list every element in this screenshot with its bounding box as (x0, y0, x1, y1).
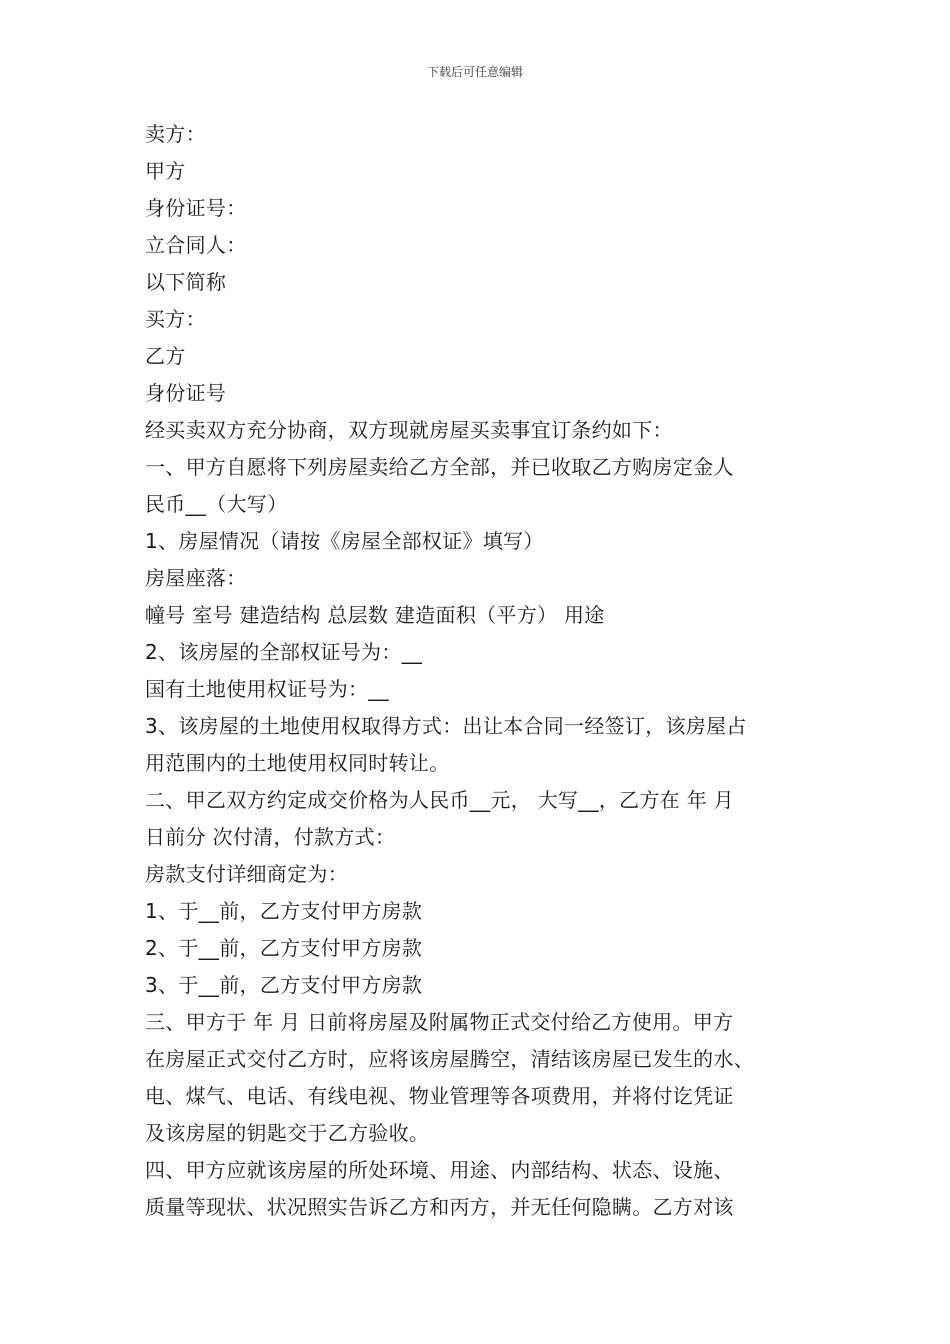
contract-body (145, 116, 825, 1226)
text-line: 2、该房屋的全部权证号为：__ (145, 640, 423, 664)
text-line: 1、房屋情况（请按《房屋全部权证》填写） (145, 529, 544, 553)
text-line: 房款支付详细商定为： (145, 862, 348, 886)
text-line: 质量等现状、状况照实告诉乙方和丙方，并无任何隐瞒。乙方对该 (145, 1195, 734, 1219)
text-line: 及该房屋的钥匙交于乙方验收。 (145, 1121, 430, 1145)
text-line: 四、甲方应就该房屋的所处环境、用途、内部结构、状态、设施、 (145, 1158, 734, 1182)
text-line: 民币__（大写） (145, 492, 288, 516)
text-line: 立合同人： (145, 233, 247, 257)
text-line: 日前分 次付清，付款方式： (145, 825, 396, 849)
page-header-note: 下载后可任意编辑 (426, 65, 523, 79)
text-line: 在房屋正式交付乙方时，应将该房屋腾空，清结该房屋已发生的水、 (145, 1047, 754, 1071)
text-line: 3、于__前，乙方支付甲方房款 (145, 973, 423, 997)
text-line: 卖方： (145, 122, 206, 146)
text-line: 幢号 室号 建造结构 总层数 建造面积（平方） 用途 (145, 603, 605, 627)
text-line: 国有土地使用权证号为：__ (145, 677, 389, 701)
text-line: 经买卖双方充分协商，双方现就房屋买卖事宜订条约如下： (145, 418, 673, 442)
text-line: 身份证号： (145, 196, 247, 220)
text-line: 用范围内的土地使用权同时转让。 (145, 751, 450, 775)
text-line: 以下简称 (145, 270, 227, 294)
text-line: 3、该房屋的土地使用权取得方式：出让本合同一经签订，该房屋占 (145, 714, 747, 738)
text-line: 1、于__前，乙方支付甲方房款 (145, 899, 423, 923)
text-line: 身份证号 (145, 381, 227, 405)
text-line: 买方： (145, 307, 206, 331)
text-line: 二、甲乙双方约定成交价格为人民币__元， 大写__，乙方在 年 月 (145, 788, 734, 812)
text-line: 2、于__前，乙方支付甲方房款 (145, 936, 423, 960)
text-line: 房屋座落： (145, 566, 247, 590)
text-line: 电、煤气、电话、有线电视、物业管理等各项费用，并将付讫凭证 (145, 1084, 734, 1108)
text-line: 乙方 (145, 344, 186, 368)
text-line: 三、甲方于 年 月 日前将房屋及附属物正式交付给乙方使用。甲方 (145, 1010, 734, 1034)
text-line: 一、甲方自愿将下列房屋卖给乙方全部，并已收取乙方购房定金人 (145, 455, 734, 479)
text-line: 甲方 (145, 159, 186, 183)
